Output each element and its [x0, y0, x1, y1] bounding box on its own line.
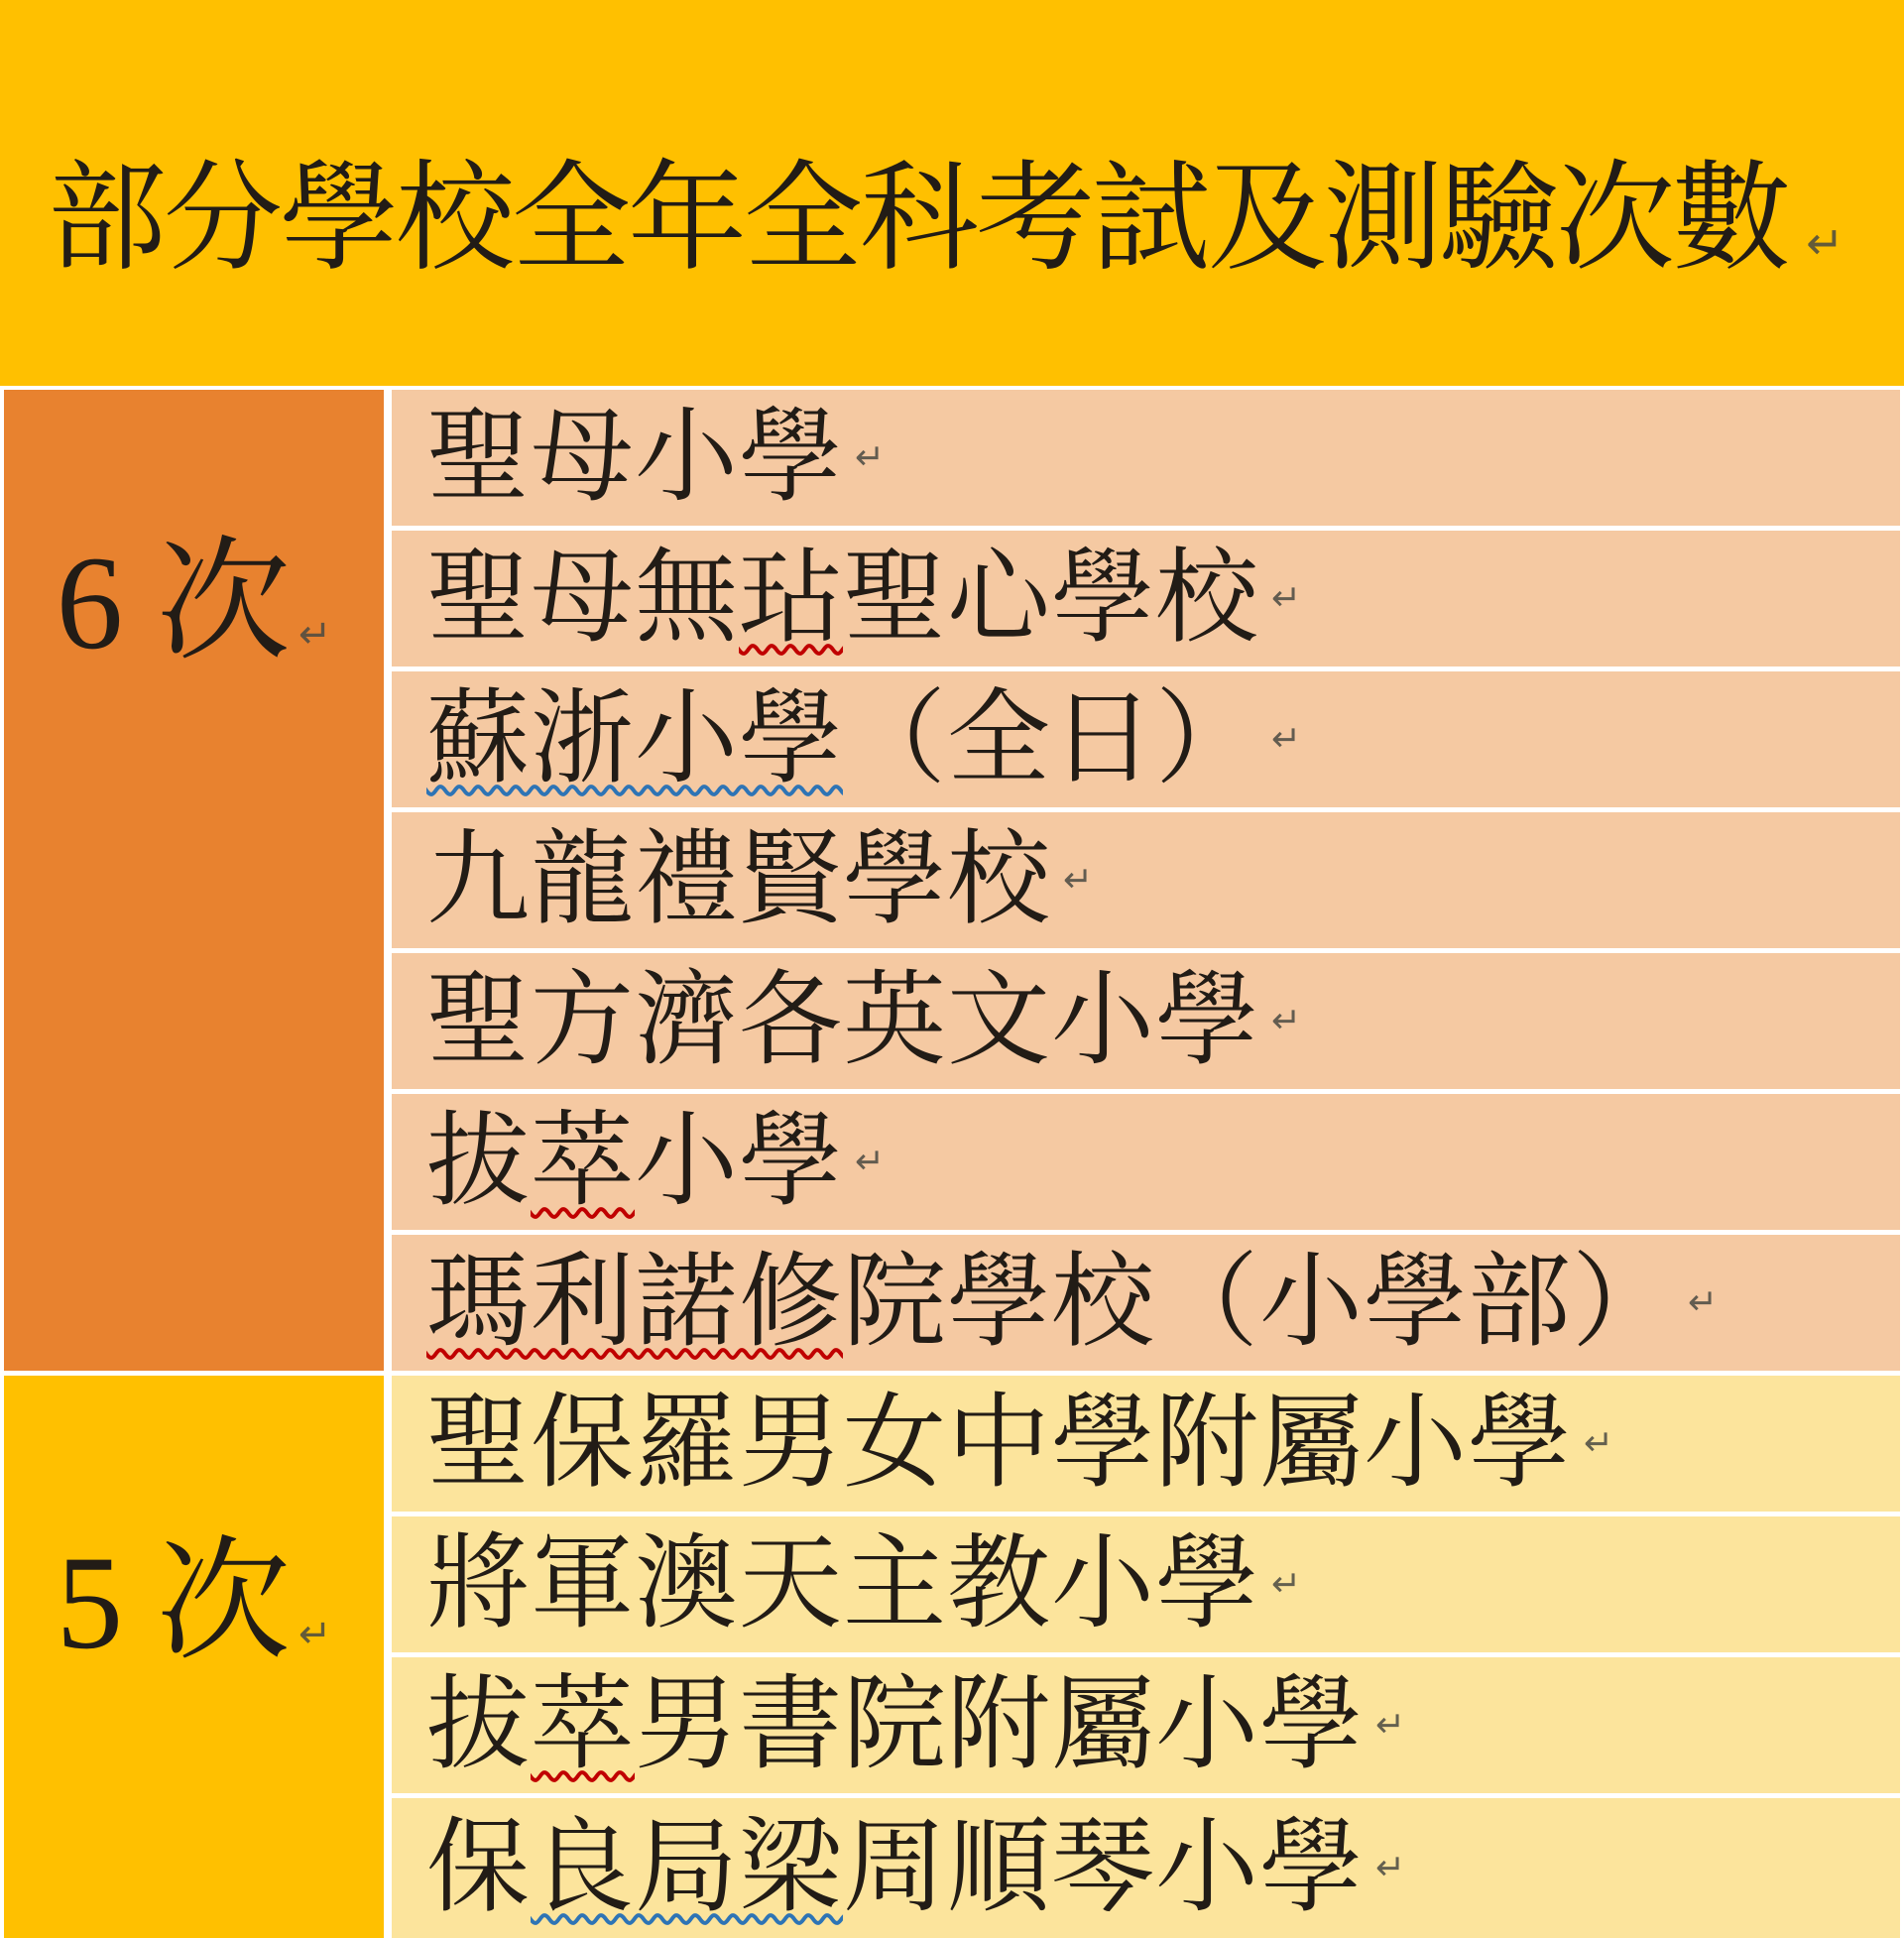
school-rows-column [392, 390, 1900, 1938]
school-name: 拔萃小學 [426, 1104, 844, 1219]
school-name: 九龍禮賢學校 [426, 822, 1052, 937]
spellcheck-squiggle: 玷 [739, 541, 844, 656]
school-row [392, 953, 1900, 1089]
school-row [392, 1094, 1900, 1230]
paragraph-mark-icon: ↵ [1271, 1000, 1302, 1041]
count-label-column [4, 390, 384, 1938]
grammar-squiggle: 蘇浙小學 [426, 681, 844, 796]
title-banner [0, 0, 1904, 386]
count-label: 5 次 [56, 1529, 291, 1677]
spellcheck-squiggle: 萃 [531, 1104, 636, 1219]
school-name: 聖方濟各英文小學 [426, 963, 1260, 1078]
school-name: 聖母無玷聖心學校 [426, 541, 1260, 656]
paragraph-mark-icon: ↵ [1271, 1563, 1302, 1605]
paragraph-mark-icon: ↵ [1063, 859, 1094, 901]
school-name: 蘇浙小學（全日） [426, 681, 1260, 796]
count-line [56, 1529, 332, 1677]
paragraph-mark-icon: ↵ [298, 612, 332, 658]
school-row [392, 1376, 1900, 1512]
count-label: 6 次 [56, 530, 291, 677]
school-row [392, 531, 1900, 666]
paragraph-mark-icon: ↵ [1271, 577, 1302, 619]
paragraph-mark-icon: ↵ [855, 436, 886, 478]
school-name: 聖保羅男女中學附屬小學 [426, 1386, 1573, 1501]
school-row [392, 1235, 1900, 1371]
paragraph-mark-icon: ↵ [1806, 215, 1844, 270]
school-row [392, 390, 1900, 526]
paragraph-mark-icon: ↵ [855, 1141, 886, 1182]
paragraph-mark-icon: ↵ [298, 1612, 332, 1657]
school-row [392, 1798, 1900, 1938]
title-line [48, 152, 1844, 285]
school-row [392, 1516, 1900, 1652]
count-cell-6-times [4, 390, 384, 1371]
spellcheck-squiggle: 瑪利諾修 [426, 1245, 844, 1360]
paragraph-mark-icon: ↵ [1584, 1422, 1614, 1464]
school-row [392, 671, 1900, 807]
school-name: 瑪利諾修院學校（小學部） [426, 1245, 1677, 1360]
school-name: 將軍澳天主教小學 [426, 1526, 1260, 1641]
paragraph-mark-icon: ↵ [1271, 718, 1302, 760]
school-row [392, 1657, 1900, 1793]
page-title: 部分學校全年全科考試及測驗次數 [48, 152, 1788, 285]
school-name: 聖母小學 [426, 400, 844, 515]
school-name: 拔萃男書院附屬小學 [426, 1667, 1365, 1782]
school-name: 保良局梁周順琴小學 [426, 1810, 1365, 1925]
spellcheck-squiggle: 萃 [531, 1667, 636, 1782]
paragraph-mark-icon: ↵ [1375, 1704, 1406, 1746]
paragraph-mark-icon: ↵ [1688, 1281, 1719, 1323]
school-row [392, 812, 1900, 948]
grammar-squiggle: 良局梁 [531, 1810, 844, 1925]
count-line [56, 530, 332, 677]
exam-frequency-table [0, 390, 1904, 1938]
paragraph-mark-icon: ↵ [1375, 1847, 1406, 1888]
count-cell-5-times [4, 1376, 384, 1938]
